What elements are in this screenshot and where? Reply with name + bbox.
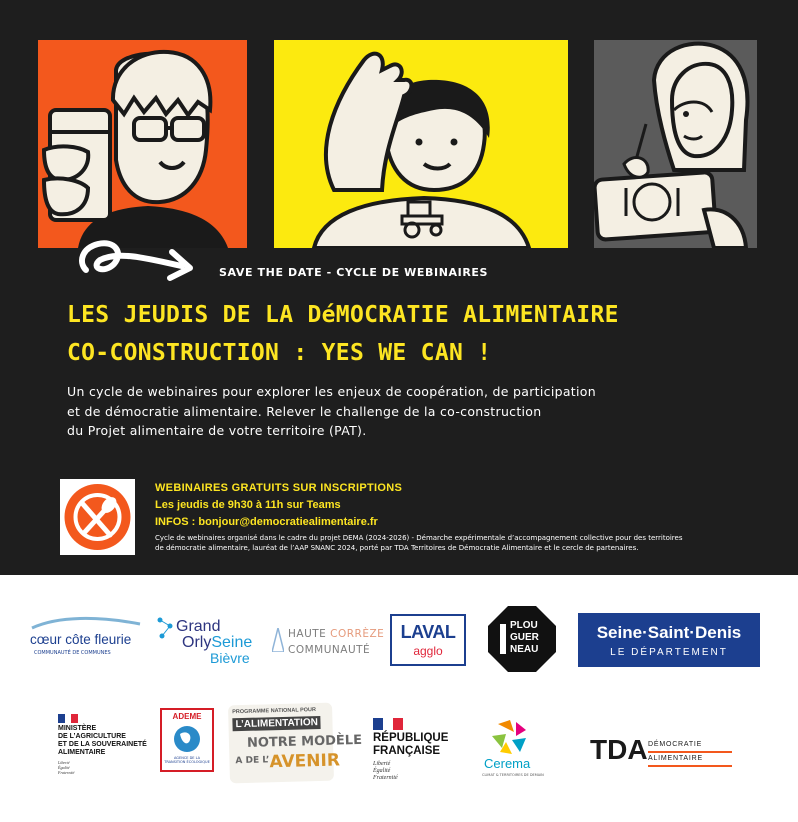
logo-motto	[58, 760, 74, 775]
man-with-cup-illustration	[38, 40, 247, 248]
logo-text: Grand	[176, 618, 221, 635]
footnote	[155, 533, 682, 553]
logo-motto	[373, 761, 398, 782]
illustration-panel-yellow	[274, 40, 568, 248]
logo-text: L’ALIMENTATION	[232, 716, 321, 731]
logo-text: agglo	[413, 644, 443, 658]
illustration-panel-grey	[594, 40, 757, 248]
title-line-2: CO-CONSTRUCTION : YES WE CAN !	[67, 340, 492, 366]
event-info	[155, 482, 402, 528]
woman-with-plate-illustration	[594, 40, 757, 248]
logo-haute-correze	[272, 626, 385, 662]
logo-text: Cerema	[484, 756, 531, 771]
logo-text-block	[58, 725, 147, 757]
logo-text: GUER	[510, 632, 539, 643]
logo-text: NEAU	[510, 644, 539, 655]
logo-text	[288, 628, 384, 640]
logo-text-block	[510, 620, 539, 656]
network-icon	[156, 616, 178, 646]
logo-text: ALIMENTAIRE	[58, 749, 106, 756]
logo-coeur-cote-fleurie	[28, 616, 144, 664]
logo-text: A DE L’	[235, 755, 270, 767]
logo-tda	[590, 734, 740, 774]
motto-line: Liberté	[58, 760, 70, 765]
logo-text: NOTRE MODÈLE	[246, 732, 363, 751]
logo-text: ET DE LA SOUVERAINETÉ	[58, 741, 147, 748]
logo-text: FRANÇAISE	[373, 745, 441, 757]
logo-text: Seine·Saint·Denis	[596, 623, 742, 642]
food-democracy-logo	[60, 479, 135, 555]
logo-laval-agglo	[390, 614, 466, 666]
logo-subtext: CLIMAT & TERRITOIRES DE DEMAIN	[482, 773, 544, 777]
wave-icon	[28, 616, 144, 630]
info-contact[interactable]: INFOS : bonjour@democratiealimentaire.fr	[155, 516, 378, 528]
swirl-arrow-icon	[72, 222, 202, 284]
logo-text: DÉMOCRATIE	[648, 741, 703, 748]
logo-text-orly: Orly	[182, 634, 212, 651]
logo-text: ADEME	[172, 712, 202, 721]
motto-line: Fraternité	[58, 770, 75, 775]
farmer-waving-illustration	[274, 40, 568, 248]
info-schedule: Les jeudis de 9h30 à 11h sur Teams	[155, 499, 341, 511]
tower-icon	[272, 628, 284, 652]
footnote-line: Cycle de webinaires organisé dans le cadre du projet DEMA (2024-2026) - Démarche expérimentale d’accompagnement collective pour des territoires	[155, 534, 683, 542]
logo-text: Bièvre	[210, 650, 250, 666]
logo-subtext: AGENCE DE LA TRANSITION ÉCOLOGIQUE	[164, 756, 210, 764]
logo-text-correze: CORRÈZE	[330, 628, 385, 640]
logo-divider	[648, 765, 732, 767]
description	[67, 382, 667, 441]
logo-ministere-agriculture	[58, 714, 154, 780]
logo-text: ALIMENTAIRE	[648, 755, 703, 762]
motto-line: Égalité	[373, 768, 391, 774]
french-flag-icon	[58, 714, 78, 723]
logo-text: DE L’AGRICULTURE	[58, 733, 126, 740]
logo-text: AVENIR	[269, 750, 341, 773]
logo-text: LAVAL	[400, 622, 456, 642]
logo-text: PROGRAMME NATIONAL POUR	[232, 707, 317, 716]
fork-spoon-plate-icon	[60, 479, 135, 555]
illustration-panel-orange	[38, 40, 247, 248]
logo-seine-saint-denis	[578, 613, 760, 667]
logo-republique-francaise	[373, 718, 455, 784]
logo-ademe	[160, 708, 214, 772]
logo-plouguerneau	[488, 606, 556, 672]
title-line-1: LES JEUDIS DE LA DéMOCRATIE ALIMENTAIRE	[67, 302, 619, 328]
logo-text: TDA	[590, 734, 648, 765]
logo-text-seine: Seine	[211, 634, 253, 651]
globe-icon	[172, 724, 202, 754]
cerema-mark-icon	[490, 718, 530, 754]
description-line: du Projet alimentaire de votre territoire (PAT).	[67, 423, 367, 438]
logo-cerema	[482, 718, 544, 784]
description-line: et de démocratie alimentaire. Relever le challenge de la co-construction	[67, 403, 542, 419]
logo-subtext: LE DÉPARTEMENT	[610, 647, 728, 658]
logo-subtext: COMMUNAUTÉ DE COMMUNES	[34, 650, 111, 656]
logo-divider	[648, 751, 732, 753]
french-flag-icon	[373, 718, 403, 730]
logo-text: RÉPUBLIQUE	[373, 732, 449, 744]
motto-line: Égalité	[58, 765, 70, 770]
logo-text: PLOU	[510, 620, 538, 631]
logo-text: cœur côte fleurie	[30, 632, 132, 647]
motto-line: Fraternité	[373, 775, 398, 781]
footnote-line: de démocratie alimentaire, lauréat de l’AAP SNANC 2024, porté par TDA Territoires de Démocratie Alimentaire et le cercle de partenaires.	[155, 544, 639, 552]
info-headline: WEBINAIRES GRATUITS SUR INSCRIPTIONS	[155, 482, 403, 494]
logo-grand-orly-seine-bievre	[156, 614, 264, 668]
description-line: Un cycle de webinaires pour explorer les enjeux de coopération, de participation	[67, 384, 596, 399]
logo-text-haute: HAUTE	[288, 628, 327, 640]
save-the-date-label: SAVE THE DATE - CYCLE DE WEBINAIRES	[219, 266, 489, 279]
logo-pna-alimentation	[228, 703, 363, 784]
logo-text: COMMUNAUTÉ	[288, 644, 371, 656]
logo-text: MINISTÈRE	[58, 725, 97, 732]
motto-line: Liberté	[373, 761, 391, 767]
